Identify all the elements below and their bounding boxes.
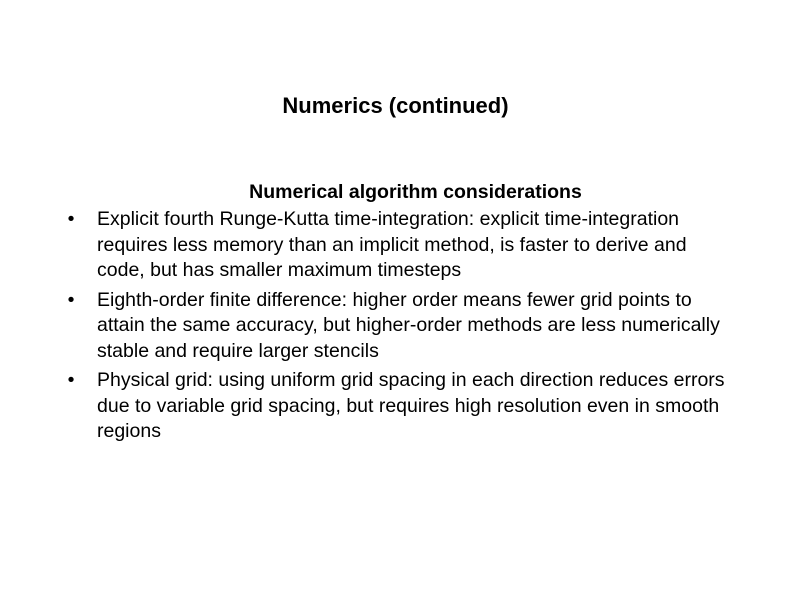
- slide-title: Numerics (continued): [282, 93, 509, 118]
- bullet-text: Physical grid: using uniform grid spacing in each direction reduces errors due to variable grid spacing, but requires high resolution even in smooth regions: [97, 369, 725, 442]
- bullet-item-physical-grid: [0, 368, 727, 445]
- bullet-item-finite-difference: [0, 288, 727, 365]
- bullet-dot-icon: •: [67, 369, 75, 391]
- bullet-item-runge-kutta: [0, 207, 727, 284]
- section-subheading: Numerical algorithm considerations: [249, 181, 582, 203]
- bullet-dot-icon: •: [67, 208, 75, 230]
- bullet-text: Eighth-order finite difference: higher order means fewer grid points to attain the same accuracy, but higher-order methods are less numerically stable and require larger stencils: [97, 288, 720, 362]
- bullet-list: [0, 207, 791, 449]
- bullet-text: Explicit fourth Runge-Kutta time-integration: explicit time-integration requires less memory than an implicit method, is faster to derive and code, but has smaller maximum timesteps: [97, 208, 687, 281]
- bullet-dot-icon: •: [67, 288, 75, 311]
